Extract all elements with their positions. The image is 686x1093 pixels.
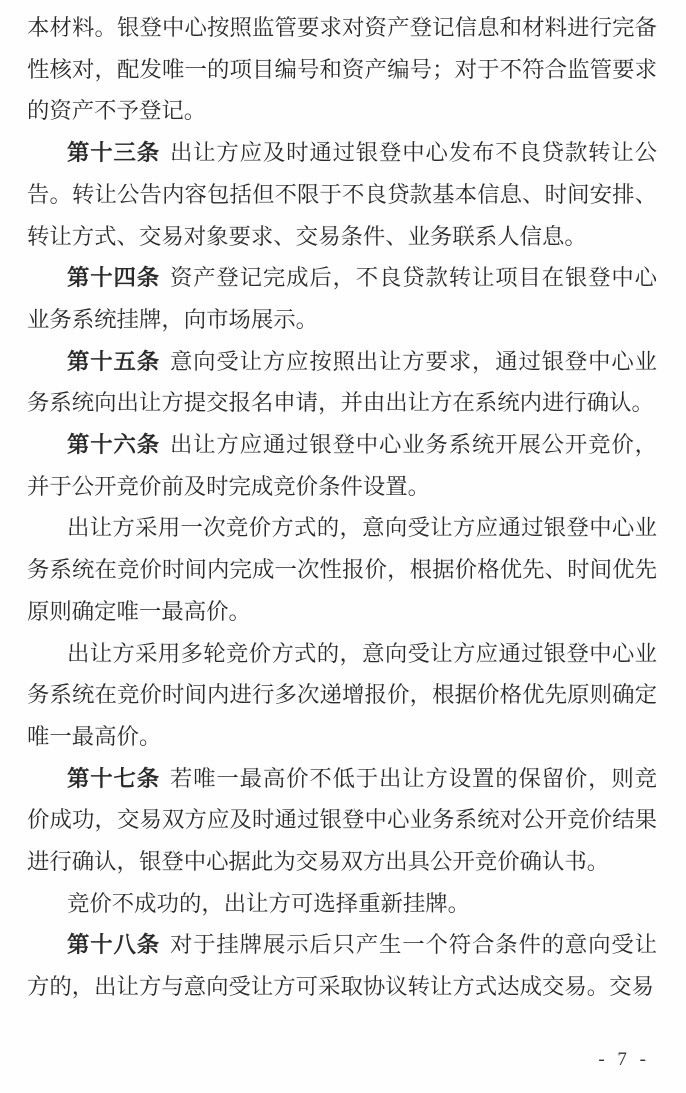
paragraph-article-15 <box>27 341 657 424</box>
paragraph-article-13 <box>27 132 657 257</box>
document-body <box>27 7 657 1008</box>
paragraph-body <box>27 633 657 758</box>
paragraph-text: 意向受让方应按照出让方要求，通过银登中心业务系统向出让方提交报名申请，并由出让方在系统内进行确认。 <box>27 348 658 416</box>
article-label: 第十七条 <box>67 765 160 791</box>
article-label: 第十五条 <box>67 348 160 374</box>
paragraph-continuation <box>27 7 657 132</box>
paragraph-text: 竞价不成功的，出让方可选择重新挂牌。 <box>67 890 471 916</box>
paragraph-text: 资产登记完成后，不良贷款转让项目在银登中心业务系统挂牌，向市场展示。 <box>27 265 658 332</box>
paragraph-article-17 <box>27 758 657 883</box>
paragraph-article-16 <box>27 424 657 507</box>
paragraph-article-18 <box>27 924 657 1007</box>
paragraph-text: 出让方采用多轮竞价方式的，意向受让方应通过银登中心业务系统在竞价时间内进行多次递增报价，根据价格优先原则确定唯一最高价。 <box>27 640 657 749</box>
paragraph-article-14 <box>27 257 657 340</box>
paragraph-text: 出让方采用一次竞价方式的，意向受让方应通过银登中心业务系统在竞价时间内完成一次性报价，根据价格优先、时间优先原则确定唯一最高价。 <box>27 515 657 624</box>
paragraph-text: 本材料。银登中心按照监管要求对资产登记信息和材料进行完备性核对，配发唯一的项目编号和资产编号；对于不符合监管要求的资产不予登记。 <box>27 15 657 124</box>
page-number: - 7 - <box>598 1049 650 1070</box>
paragraph-text: 对于挂牌展示后只产生一个符合条件的意向受让方的，出让方与意向受让方可采取协议转让方式达成交易。交易 <box>27 932 658 1000</box>
article-label: 第十八条 <box>67 932 160 958</box>
article-label: 第十三条 <box>67 140 160 166</box>
paragraph-body <box>27 883 657 925</box>
paragraph-body <box>27 507 657 632</box>
article-label: 第十六条 <box>67 432 160 458</box>
article-label: 第十四条 <box>67 265 160 291</box>
paragraph-text: 若唯一最高价不低于出让方设置的保留价，则竞价成功，交易双方应及时通过银登中心业务系统对公开竞价结果进行确认，银登中心据此为交易双方出具公开竞价确认书。 <box>27 765 658 875</box>
paragraph-text: 出让方应通过银登中心业务系统开展公开竞价，并于公开竞价前及时完成竞价条件设置。 <box>27 432 658 499</box>
paragraph-text: 出让方应及时通过银登中心发布不良贷款转让公告。转让公告内容包括但不限于不良贷款基本信息、时间安排、转让方式、交易对象要求、交易条件、业务联系人信息。 <box>27 140 658 249</box>
